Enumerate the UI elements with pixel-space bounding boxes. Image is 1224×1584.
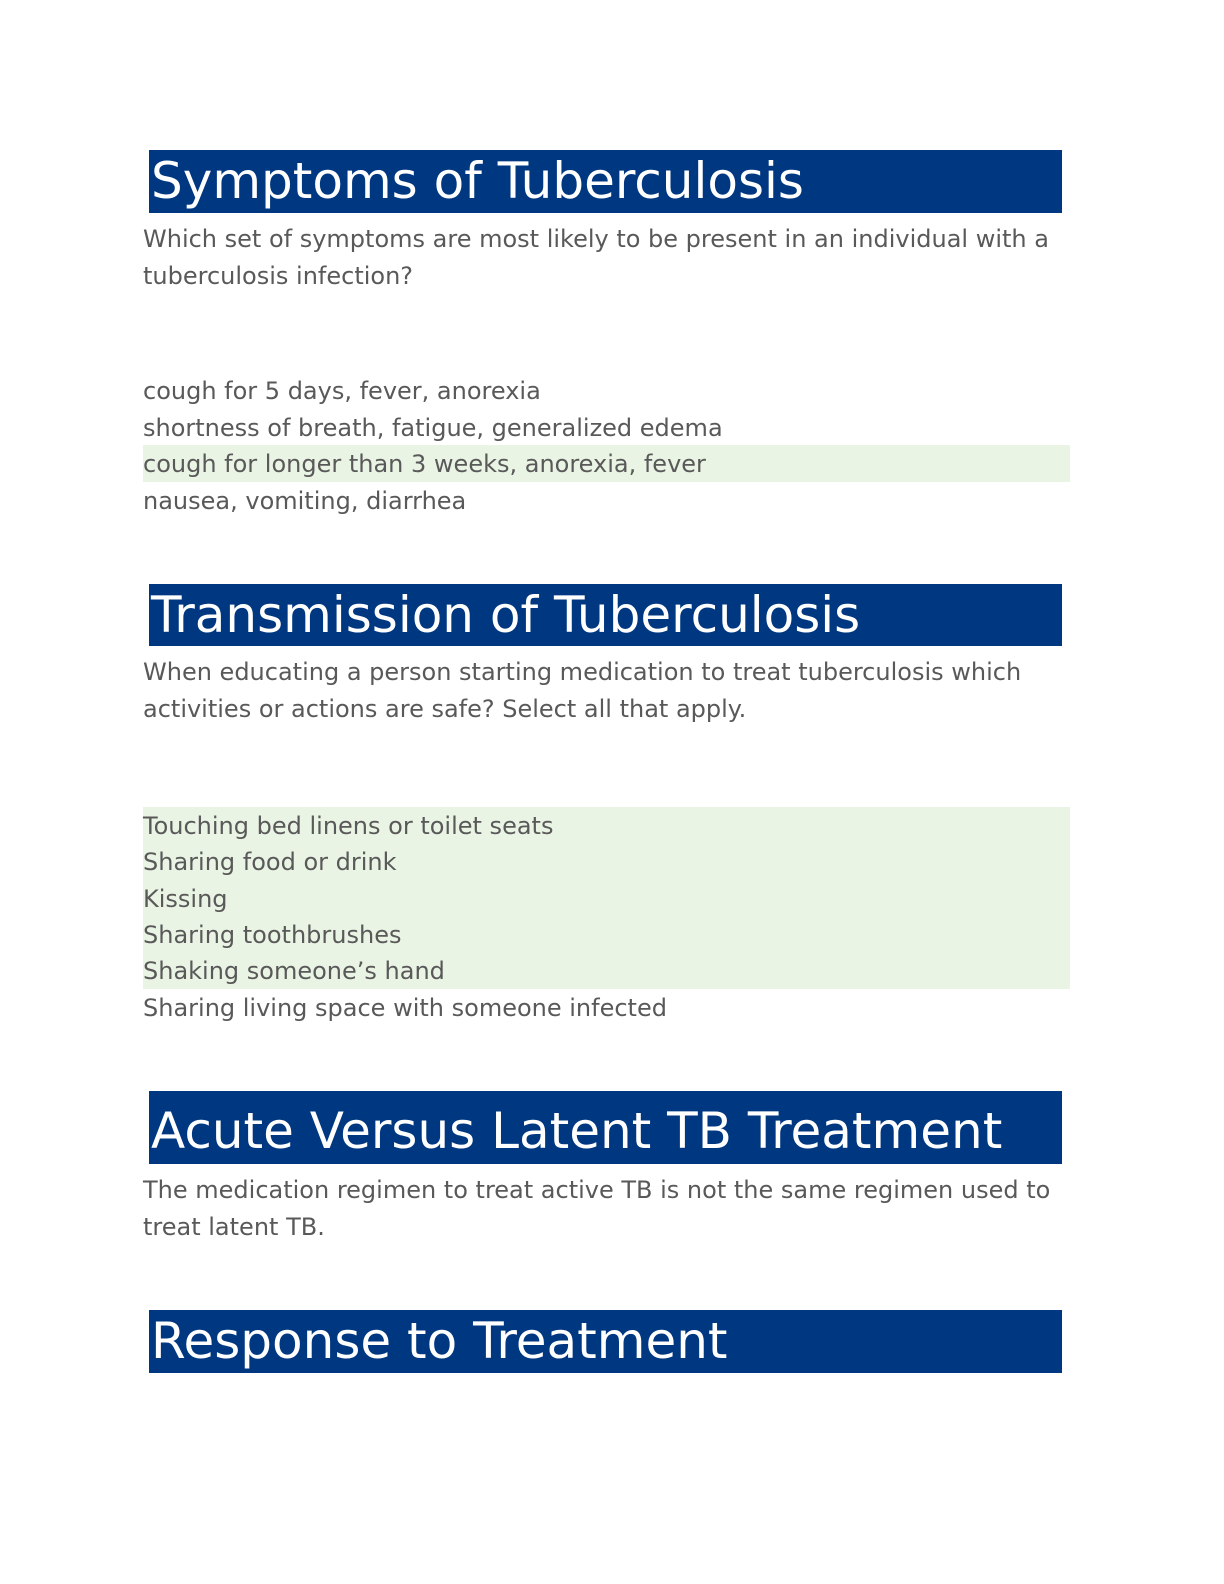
answer-option-correct: cough for longer than 3 weeks, anorexia, fever bbox=[143, 450, 706, 478]
answer-option-correct: Kissing bbox=[143, 885, 228, 913]
section-heading: Response to Treatment bbox=[149, 1310, 1062, 1373]
section-heading: Transmission of Tuberculosis bbox=[149, 584, 1062, 646]
section-heading: Symptoms of Tuberculosis bbox=[149, 150, 1062, 213]
question-text: Which set of symptoms are most likely to be present in an individual with a tuberculosis infection? bbox=[143, 225, 1049, 290]
answer-option-correct: Sharing food or drink bbox=[143, 848, 397, 876]
answer-option-correct: Touching bed linens or toilet seats bbox=[143, 812, 554, 840]
answer-option: Sharing living space with someone infected bbox=[143, 994, 667, 1022]
answer-option: cough for 5 days, fever, anorexia bbox=[143, 377, 541, 405]
section-heading: Acute Versus Latent TB Treatment bbox=[149, 1091, 1062, 1164]
answer-option-correct: Shaking someone’s hand bbox=[143, 957, 445, 985]
answer-option: shortness of breath, fatigue, generalized edema bbox=[143, 414, 723, 442]
answer-option-correct: Sharing toothbrushes bbox=[143, 921, 402, 949]
answer-option: nausea, vomiting, diarrhea bbox=[143, 487, 467, 515]
question-text: When educating a person starting medication to treat tuberculosis which activities or actions are safe? Select all that apply. bbox=[143, 658, 1022, 723]
section-body-text: The medication regimen to treat active TB is not the same regimen used to treat latent TB. bbox=[143, 1176, 1051, 1241]
